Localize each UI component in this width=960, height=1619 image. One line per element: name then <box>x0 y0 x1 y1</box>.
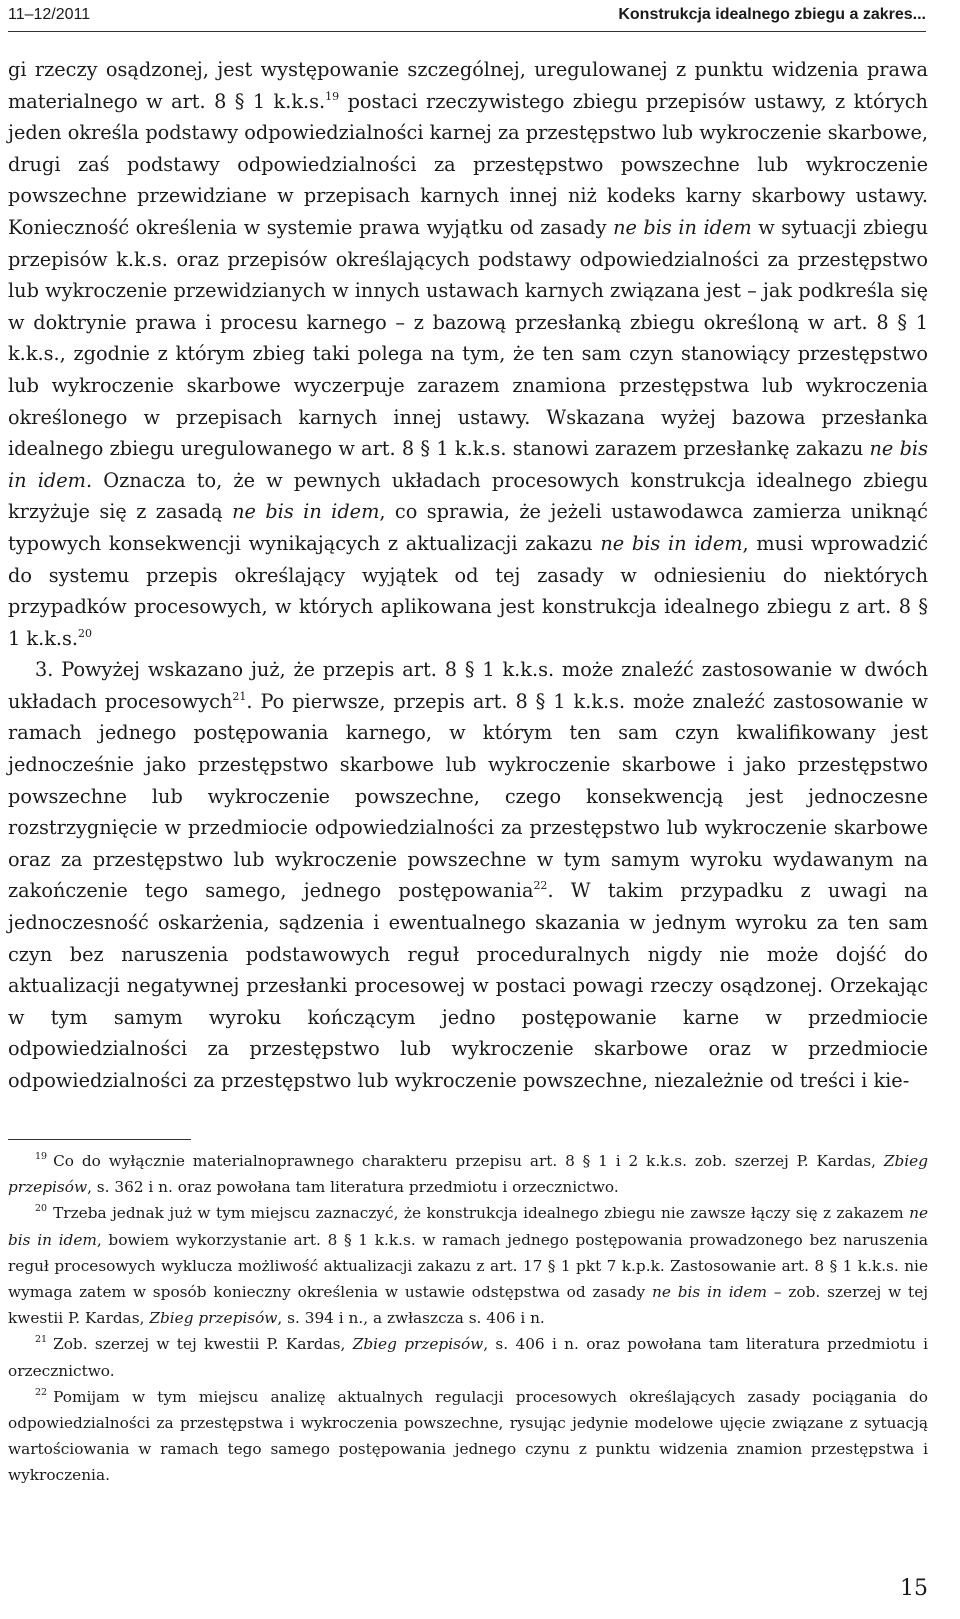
footnotes <box>8 1148 928 1489</box>
footnote-rule <box>8 1139 191 1140</box>
paragraph-1: gi rzeczy osądzonej, jest występowanie szczególnej, uregulowanej z punktu widzenia prawa materialnego w art. 8 § 1 k.k.s.$^{19}$ postaci rzeczywistego zbiegu przepisów ustawy, z których jeden określa podstawy odpowiedzialności karnej za przestępstwo lub wykroczenie skarbowe, drugi zaś podstawy odpowiedzialności za przestępstwo powszechne lub wykroczenie powszechne przewidziane w przepisach karnych innej niż kodeks karny skarbowy ustawy. Konieczność określenia w systemie prawa wyjątku od zasady ne bis in idem w sytuacji zbiegu przepisów k.k.s. oraz przepisów określających podstawy odpowiedzialności za przestępstwo lub wykroczenie przewidzianych w innych ustawach karnych związana jest – jak podkreśla się w doktrynie prawa i procesu karnego – z bazową przesłanką zbiegu określoną w art. 8 § 1 k.k.s., zgodnie z którym zbieg taki polega na tym, że ten sam czyn stanowiący przestępstwo lub wykroczenie skarbowe wyczerpuje zarazem znamiona przestępstwa lub wykroczenia określonego w przepisach karnych innej ustawy. Wskazana wyżej bazowa przesłanka idealnego zbiegu uregulowanego w art. 8 § 1 k.k.s. stanowi zarazem przesłankę zakazu ne bis in idem. Oznacza to, że w pewnych układach procesowych konstrukcja idealnego zbiegu krzyżuje się z zasadą ne bis in idem, co sprawia, że jeżeli ustawodawca zamierza uniknąć typowych konsekwencji wynikających z aktualizacji zakazu ne bis in idem, musi wprowadzić do systemu przepis określający wyjątek od tej zasady w odniesieniu do niektórych przypadków procesowych, w których aplikowana jest konstrukcja idealnego zbiegu z art. 8 § 1 k.k.s.$^{20}$ <box>8 58 928 650</box>
footnote-22: $^{22}$ Pomijam w tym miejscu analizę aktualnych regulacji procesowych określających zasady pociągania do odpowiedzialności za przestępstwa i wykroczenia powszechne, rysując jedynie modelowe ujęcie związane z sytuacją wartościowania w ramach tego samego postępowania jednego czynu z punktu widzenia znamion przestępstwa i wykroczenia. <box>8 1386 928 1485</box>
paragraph-2: 3. Powyżej wskazano już, że przepis art. 8 § 1 k.k.s. może znaleźć zastosowanie w dwóch układach procesowych$^{21}$. Po pierwsze, przepis art. 8 § 1 k.k.s. może znaleźć zastosowanie w ramach jednego postępowania karnego, w którym ten sam czyn kwalifikowany jest jednocześnie jako przestępstwo skarbowe lub wykroczenie skarbowe i jako przestępstwo powszechne lub wykroczenie powszechne, czego konsekwencją jest jednoczesne rozstrzygnięcie w przedmiocie odpowiedzialności za przestępstwo lub wykroczenie skarbowe oraz za przestępstwo lub wykroczenie powszechne w tym samym wyroku wydawanym na zakończenie tego samego, jednego postępowania$^{22}$. W takim przypadku z uwagi na jednoczesność oskarżenia, sądzenia i ewentualnego skazania w jednym wyroku za ten sam czyn bez naruszenia podstawowych reguł proceduralnych nigdy nie może dojść do aktualizacji negatywnej przesłanki procesowej w postaci powagi rzeczy osądzonej. Orzekając w tym samym wyroku kończącym jedno postępowanie karne w przedmiocie odpowiedzialności za przestępstwo lub wykroczenie skarbowe oraz w przedmiocie odpowiedzialności za przestępstwo lub wykroczenie powszechne, niezależnie od treści i kie- <box>8 658 928 1092</box>
main-text <box>8 54 928 1097</box>
footnote-ref-19[interactable]: 19 <box>325 89 340 103</box>
header-rule <box>8 31 926 32</box>
footnote-ref-22[interactable]: 22 <box>533 879 548 893</box>
footnote-19: $^{19}$ Co do wyłącznie materialnoprawnego charakteru przepisu art. 8 § 1 i 2 k.k.s. zob. szerzej P. Kardas, Zbieg przepisów, s. 362 i n. oraz powołana tam literatura przedmiotu i orzecznictwo. <box>8 1151 928 1197</box>
footnote-20: $^{20}$ Trzeba jednak już w tym miejscu zaznaczyć, że konstrukcja idealnego zbiegu nie zawsze łączy się z zakazem ne bis in idem, bowiem wykorzystanie art. 8 § 1 k.k.s. w ramach jednego postępowania prowadzonego bez naruszenia reguł procesowych wyklucza możliwość aktualizacji zakazu z art. 17 § 1 pkt 7 k.p.k. Zastosowanie art. 8 § 1 k.k.s. nie wymaga zatem w sposób konieczny określenia w ustawie odstępstwa od zasady ne bis in idem – zob. szerzej w tej kwestii P. Kardas, Zbieg przepisów, s. 394 i n., a zwłaszcza s. 406 i n. <box>8 1203 928 1328</box>
footnote-ref-21[interactable]: 21 <box>232 689 247 703</box>
running-header <box>8 2 926 28</box>
footnote-ref-20[interactable]: 20 <box>78 626 93 640</box>
article-title: Konstrukcja idealnego zbiegu a zakres... <box>618 6 926 23</box>
footnote-21: $^{21}$ Zob. szerzej w tej kwestii P. Kardas, Zbieg przepisów, s. 406 i n. oraz powołana tam literatura przedmiotu i orzecznictwo. <box>8 1334 928 1380</box>
page-number: 15 <box>900 1576 928 1601</box>
issue-label: 11–12/2011 <box>8 6 91 23</box>
